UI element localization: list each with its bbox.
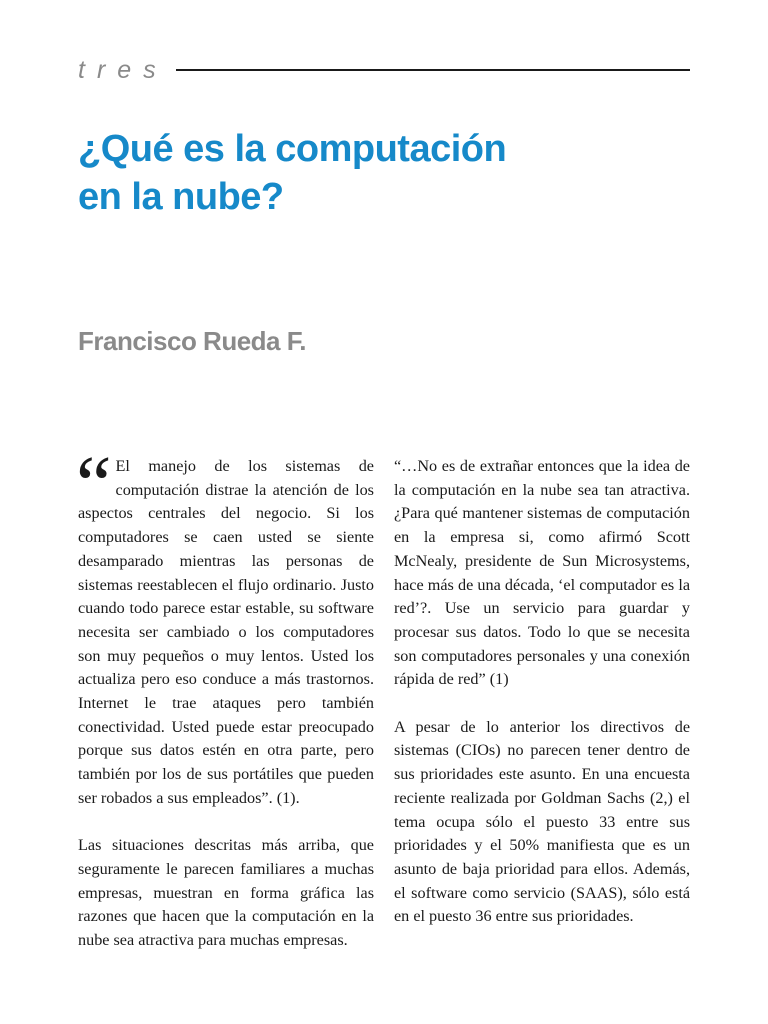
left-column [76, 441, 374, 976]
chapter-rule [176, 69, 690, 71]
article-title-line-2: en la nube? [78, 176, 284, 218]
article-author: Francisco Rueda F. [78, 326, 306, 356]
left-paragraph-1 [76, 441, 374, 811]
left-paragraph-2: Las situaciones descritas más arriba, que seguramente le parecen familiares a muchas empresas, muestran en forma gráfica las razones que hacen que la computación en la nube sea atractiva para muchas empresas. [78, 836, 374, 950]
right-paragraph-2: A pesar de lo anterior los directivos de sistemas (CIOs) no parecen tener dentro de sus prioridades este asunto. En una encuesta reciente realizada por Goldman Sachs (2,) el tema ocupa sólo el puesto 33 entre sus prioridades y el 50% manifiesta que es un asunto de baja prioridad para ellos. Además, el software como servicio (SAAS), sólo está en el puesto 36 entre sus prioridades. [394, 717, 690, 926]
right-paragraph-1: “…No es de extrañar entonces que la idea de la computación en la nube sea tan atractiva. ¿Para qué mantener sistemas de computación en la empresa si, como afirmó Scott McNealy, presidente de Sun Microsystems, hace más de una década, ‘el computador es la red’?. Use un servicio para guardar y procesar sus datos. Todo lo que se necesita son computadores personales y una conexión rápida de red” (1) [394, 457, 690, 689]
chapter-label: tres [78, 55, 168, 84]
left-paragraph-1-text: El manejo de los sistemas de computación distrae la atención de los aspectos centrales del negocio. Si los computadores se caen usted se siente desamparado mientras las personas de sistemas reestablecen el flujo ordinario. Justo cuando todo parece estar estable, su software necesita ser cambiado o los computadores son muy pequeños o muy lentos. Usted los actualiza pero eso conduce a más trastornos. Internet le trae ataques pero también conectividad. Usted puede estar preocupado porque sus datos estén en otra parte, pero también por los de sus portátiles que pueden ser robados a sus empleados”. (1). [78, 457, 374, 807]
article-title [78, 125, 698, 221]
chapter-header [78, 54, 690, 86]
article-title-line-1: ¿Qué es la computación [78, 128, 507, 170]
opening-quote-mark: “ [76, 441, 112, 529]
right-column [394, 455, 690, 953]
